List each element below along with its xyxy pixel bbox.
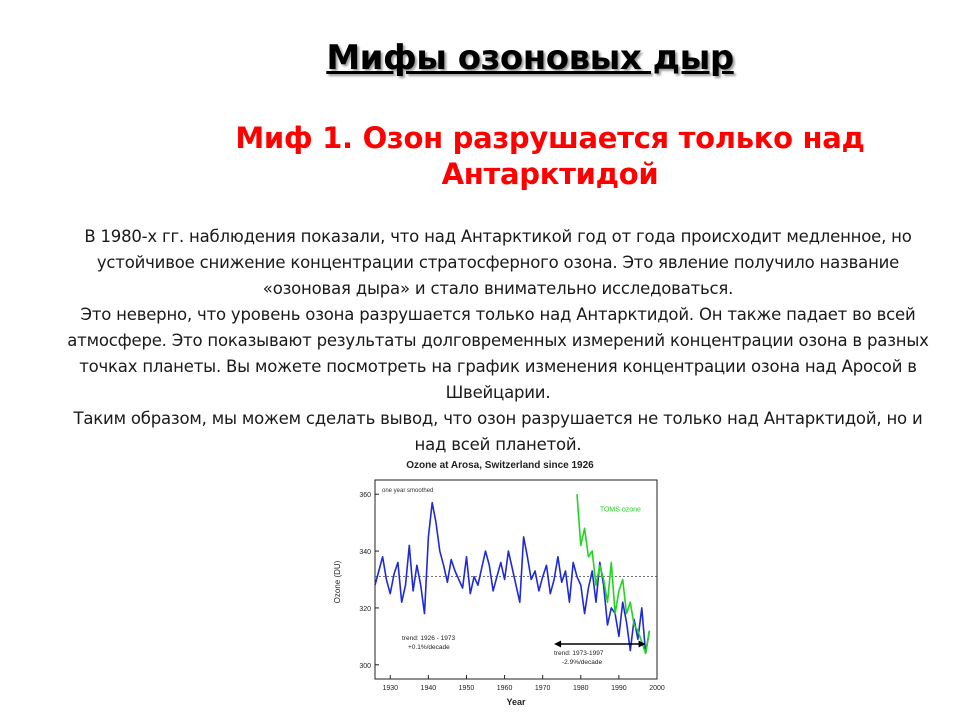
toms-label: TOMS ozone [599, 506, 641, 514]
paragraph-3: Таким образом, мы можем сделать вывод, что озон разрушается не только над Антарктидой, но и над всей планетой. [73, 409, 923, 454]
trend-arrow-left-head [554, 641, 561, 648]
x-tick-label: 1950 [458, 685, 475, 692]
subtitle-line-1: Миф 1. Озон разрушается только над [235, 121, 865, 155]
y-tick-label: 340 [359, 549, 371, 557]
trend2-value: -2.9%/decade [562, 659, 603, 666]
x-tick-label: 1980 [572, 685, 589, 692]
y-tick-label: 320 [359, 605, 371, 613]
x-tick-label: 1930 [382, 685, 399, 692]
paragraph-2: Это неверно, что уровень озона разрушается только над Антарктидой. Он также падает во всей атмосфере. Это показывают результаты долговременных измерений концентрации озона в разных точках планеты. Вы можете посмотреть на график изменения концентрации озона над Аросой в Швейцарии. [67, 305, 929, 402]
trend1-value: +0.1%/decade [408, 644, 450, 651]
y-tick-label: 360 [359, 492, 371, 500]
x-tick-label: 1940 [420, 685, 437, 692]
x-tick-label: 1960 [496, 685, 513, 692]
slide-body [58, 224, 938, 458]
x-axis-label: Year [506, 697, 526, 707]
trend2-label: trend: 1973-1997 [554, 650, 604, 657]
slide-title: Мифы озоновых дыр [326, 38, 734, 78]
y-tick-label: 300 [359, 662, 371, 670]
y-axis-label: Ozone (DU) [333, 560, 342, 604]
ozone-chart [330, 452, 670, 710]
paragraph-1: В 1980-х гг. наблюдения показали, что над Антарктикой год от года происходит медленное, но устойчивое снижение концентрации стратосферного озона. Это явление получило название «озоновая дыра» и стало внимательно исследоваться. [84, 227, 912, 298]
series-line-arosa [375, 503, 649, 654]
trend1-label: trend: 1926 - 1973 [402, 635, 456, 642]
slide-subtitle [200, 120, 900, 192]
smoothing-note: one year smoothed [382, 488, 434, 494]
subtitle-line-2: Антарктидой [441, 157, 659, 191]
x-tick-label: 1990 [611, 685, 627, 692]
x-tick-label: 1970 [534, 685, 551, 692]
chart-title: Ozone at Arosa, Switzerland since 1926 [406, 460, 594, 471]
x-tick-label: 2000 [649, 685, 665, 692]
